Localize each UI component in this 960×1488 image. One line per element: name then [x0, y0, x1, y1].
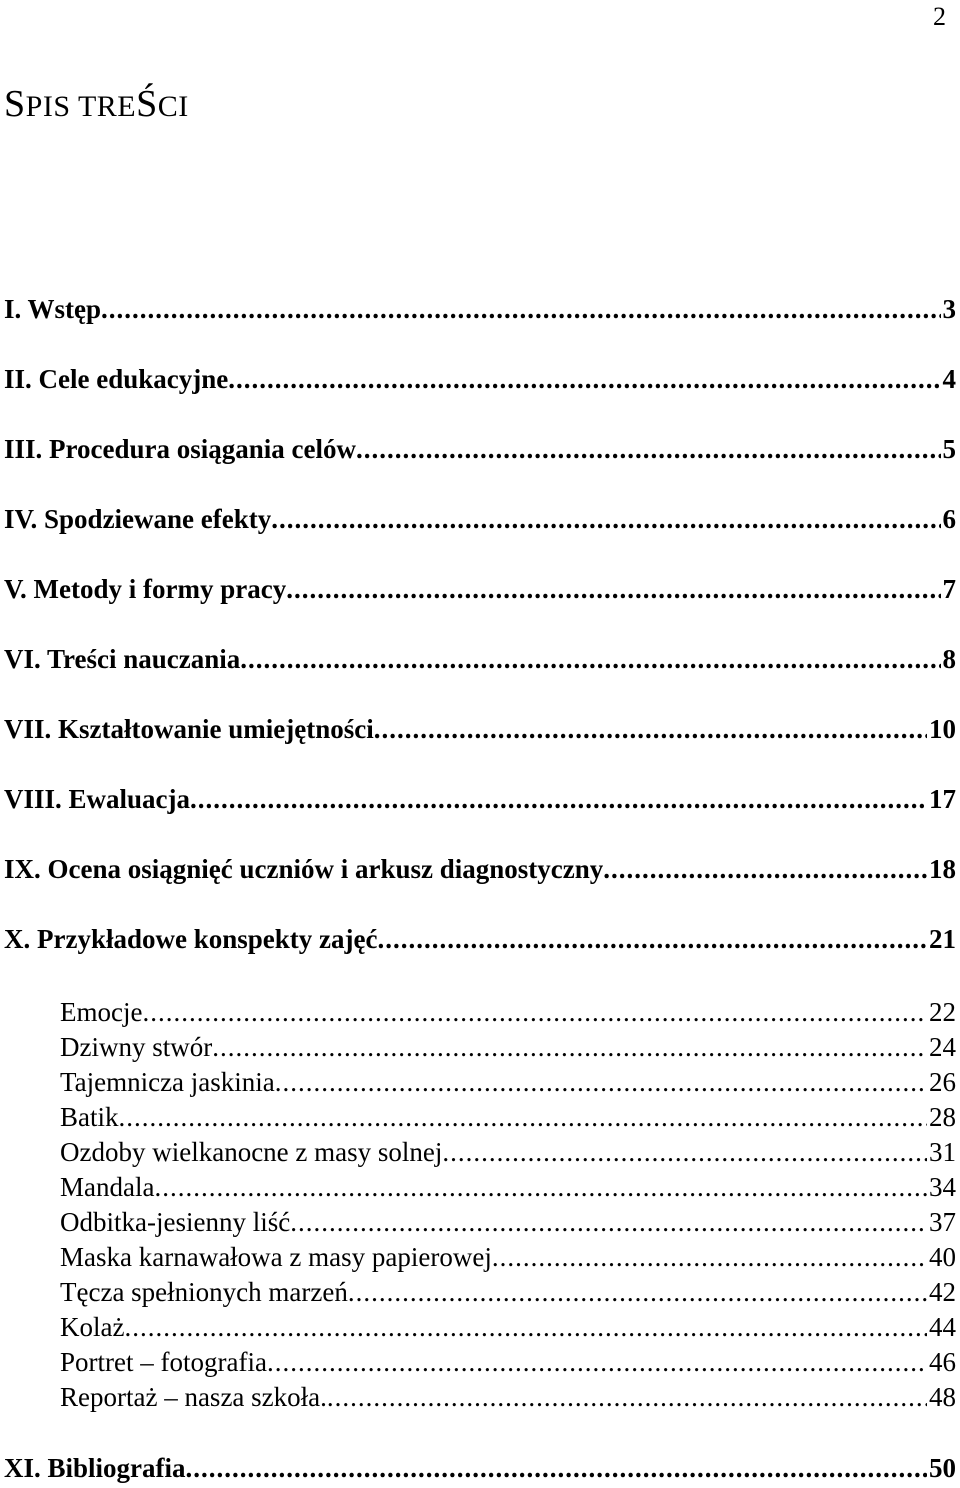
toc-entry-page: 40 — [929, 1242, 956, 1272]
title-initial: S — [4, 83, 26, 125]
toc-entry-label: Ozdoby wielkanocne z masy solnej — [60, 1137, 443, 1167]
dot-leader — [240, 642, 940, 676]
dot-leader — [228, 362, 940, 396]
toc-entry-page: 4 — [942, 364, 956, 394]
dot-leader — [124, 1310, 927, 1344]
toc-subentry-jaskinia[interactable] — [60, 1065, 956, 1099]
title-accent: Ś — [136, 83, 158, 125]
toc-entry-page: 5 — [942, 434, 956, 464]
toc-subentry-odbitka[interactable] — [60, 1205, 956, 1239]
dot-leader — [348, 1275, 927, 1309]
toc-subentry-tecza[interactable] — [60, 1275, 956, 1309]
toc-entry-label: Reportaż – nasza szkoła. — [60, 1382, 327, 1412]
toc-subentry-maska[interactable] — [60, 1240, 956, 1274]
toc-entry-label: Portret – fotografia — [60, 1347, 267, 1377]
title-part-2: CI — [157, 90, 189, 123]
toc-entry-label: I. Wstęp — [4, 294, 102, 324]
dot-leader — [119, 1100, 928, 1134]
toc-entry-page: 44 — [929, 1312, 956, 1342]
dot-leader — [101, 292, 940, 326]
toc-entry-tresci[interactable] — [4, 642, 956, 676]
toc-subentry-emocje[interactable] — [60, 995, 956, 1029]
toc-subentry-mandala[interactable] — [60, 1170, 956, 1204]
dot-leader — [286, 572, 940, 606]
toc-entry-page: 6 — [942, 504, 956, 534]
toc-entry-page: 26 — [929, 1067, 956, 1097]
dot-leader — [290, 1205, 927, 1239]
toc-entry-label: VII. Kształtowanie umiejętności — [4, 714, 374, 744]
dot-leader — [271, 502, 940, 536]
dot-leader — [212, 1030, 927, 1064]
toc-entry-page: 24 — [929, 1032, 956, 1062]
toc-entry-ocena[interactable] — [4, 852, 956, 886]
toc-entry-cele-edukacyjne[interactable] — [4, 362, 956, 396]
toc-entry-page: 22 — [929, 997, 956, 1027]
dot-leader — [442, 1135, 927, 1169]
toc-entry-label: Maska karnawałowa z masy papierowej — [60, 1242, 492, 1272]
dot-leader — [603, 852, 927, 886]
toc-entry-page: 28 — [929, 1102, 956, 1132]
dot-leader — [275, 1065, 927, 1099]
toc-entry-ksztaltowanie[interactable] — [4, 712, 956, 746]
toc-entry-page: 21 — [929, 924, 956, 954]
toc-entry-metody[interactable] — [4, 572, 956, 606]
dot-leader — [374, 712, 927, 746]
toc-entry-label: Batik — [60, 1102, 119, 1132]
toc-entry-label: IX. Ocena osiągnięć uczniów i arkusz diagnostyczny — [4, 854, 604, 884]
toc-entry-page: 31 — [929, 1137, 956, 1167]
dot-leader — [377, 922, 927, 956]
toc-subentry-ozdoby[interactable] — [60, 1135, 956, 1169]
toc-subentry-reportaz[interactable] — [60, 1380, 956, 1414]
dot-leader — [267, 1345, 927, 1379]
toc-entry-procedura[interactable] — [4, 432, 956, 466]
toc-entry-label: V. Metody i formy pracy — [4, 574, 287, 604]
toc-entry-label: III. Procedura osiągania celów — [4, 434, 356, 464]
toc-entry-label: X. Przykładowe konspekty zajęć — [4, 924, 378, 954]
toc-entry-page: 42 — [929, 1277, 956, 1307]
toc-entry-label: Kolaż — [60, 1312, 125, 1342]
toc-entry-ewaluacja[interactable] — [4, 782, 956, 816]
toc-entry-page: 8 — [942, 644, 956, 674]
toc-entry-page: 17 — [929, 784, 956, 814]
toc-entry-label: Mandala — [60, 1172, 155, 1202]
toc-subentry-dziwny-stwor[interactable] — [60, 1030, 956, 1064]
toc-subentry-kolaz[interactable] — [60, 1310, 956, 1344]
dot-leader — [190, 782, 927, 816]
dot-leader — [492, 1240, 927, 1274]
toc-entry-wstep[interactable] — [4, 292, 956, 326]
page-number: 2 — [933, 2, 946, 31]
toc-entry-label: II. Cele edukacyjne — [4, 364, 229, 394]
toc-entry-label: Dziwny stwór — [60, 1032, 213, 1062]
toc-entry-label: Tajemnicza jaskinia — [60, 1067, 275, 1097]
dot-leader — [154, 1170, 927, 1204]
dot-leader — [356, 432, 941, 466]
toc-entry-spodziewane-efekty[interactable] — [4, 502, 956, 536]
toc-entry-page: 50 — [929, 1453, 956, 1483]
toc-entry-konspekty[interactable] — [4, 922, 956, 956]
toc-entry-page: 37 — [929, 1207, 956, 1237]
toc-entry-page: 34 — [929, 1172, 956, 1202]
toc-entry-label: Odbitka-jesienny liść — [60, 1207, 291, 1237]
toc-subentry-portret[interactable] — [60, 1345, 956, 1379]
toc-entry-label: Tęcza spełnionych marzeń — [60, 1277, 348, 1307]
toc-entry-label: IV. Spodziewane efekty — [4, 504, 272, 534]
toc-entry-label: Emocje — [60, 997, 143, 1027]
toc-entry-page: 46 — [929, 1347, 956, 1377]
toc-entry-label: XI. Bibliografia — [4, 1453, 186, 1483]
toc-entry-label: VIII. Ewaluacja — [4, 784, 191, 814]
dot-leader — [142, 995, 927, 1029]
dot-leader — [186, 1451, 927, 1485]
title-part-1: PIS TRE — [25, 90, 137, 123]
toc-entry-bibliografia[interactable] — [4, 1451, 956, 1485]
toc-subentry-batik[interactable] — [60, 1100, 956, 1134]
dot-leader — [327, 1380, 927, 1414]
toc-title — [4, 78, 189, 133]
toc-entry-page: 7 — [942, 574, 956, 604]
toc-entry-page: 18 — [929, 854, 956, 884]
toc-entry-page: 3 — [942, 294, 956, 324]
toc-entry-label: VI. Treści nauczania — [4, 644, 241, 674]
toc-entry-page: 48 — [929, 1382, 956, 1412]
toc-entry-page: 10 — [929, 714, 956, 744]
